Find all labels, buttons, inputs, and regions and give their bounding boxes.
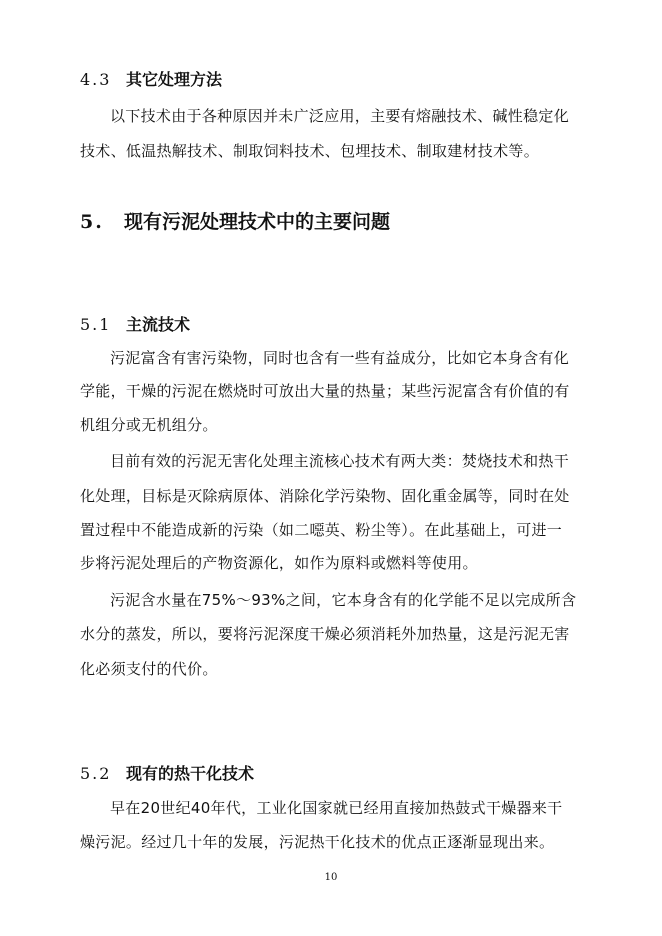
paragraph-line: 污泥富含有害污染物，同时也含有一些有益成分，比如它本身含有化 (110, 349, 570, 367)
section-4-3-heading (80, 69, 222, 91)
section-title: 现有的热干化技术 (126, 764, 255, 783)
section-5-1-heading (80, 314, 190, 336)
page-number: 10 (324, 872, 338, 883)
section-number: 4.3 (80, 70, 112, 89)
paragraph-line: 学能，干燥的污泥在燃烧时可放出大量的热量；某些污泥富含有价值的有 (80, 382, 570, 400)
paragraph-line: 技术、低温热解技术、制取饲料技术、包埋技术、制取建材技术等。 (80, 142, 540, 160)
paragraph-line: 水分的蒸发，所以，要将污泥深度干燥必须消耗外加热量，这是污泥无害 (80, 625, 570, 643)
paragraph-line: 置过程中不能造成新的污染（如二噁英、粉尘等）。在此基础上，可进一 (80, 521, 563, 539)
paragraph-line: 化处理，目标是灭除病原体、消除化学污染物、固化重金属等，同时在处 (80, 487, 570, 505)
paragraph-line: 机组分或无机组分。 (80, 416, 218, 434)
section-number: 5.1 (80, 315, 112, 334)
paragraph-line: 污泥含水量在75%～93%之间，它本身含有的化学能不足以完成所含 (110, 591, 577, 609)
section-5-2-heading (80, 763, 254, 785)
paragraph-line: 化必须支付的代价。 (80, 660, 218, 678)
paragraph-line: 早在20世纪40年代，工业化国家就已经用直接加热鼓式干燥器来干 (110, 799, 563, 817)
section-title: 现有污泥处理技术中的主要问题 (124, 211, 391, 233)
section-title: 其它处理方法 (126, 70, 223, 89)
paragraph-line: 目前有效的污泥无害化处理主流核心技术有两大类：焚烧技术和热干 (110, 452, 570, 470)
section-5-heading (80, 209, 390, 235)
paragraph-line: 燥污泥。经过几十年的发展，污泥热干化技术的优点正逐渐显现出来。 (80, 833, 555, 851)
paragraph-line: 步将污泥处理后的产物资源化，如作为原料或燃料等使用。 (80, 554, 478, 572)
section-title: 主流技术 (126, 315, 191, 334)
section-number: 5. (80, 211, 104, 233)
section-number: 5.2 (80, 764, 112, 783)
paragraph-line: 以下技术由于各种原因并未广泛应用，主要有熔融技术、碱性稳定化 (110, 107, 570, 125)
